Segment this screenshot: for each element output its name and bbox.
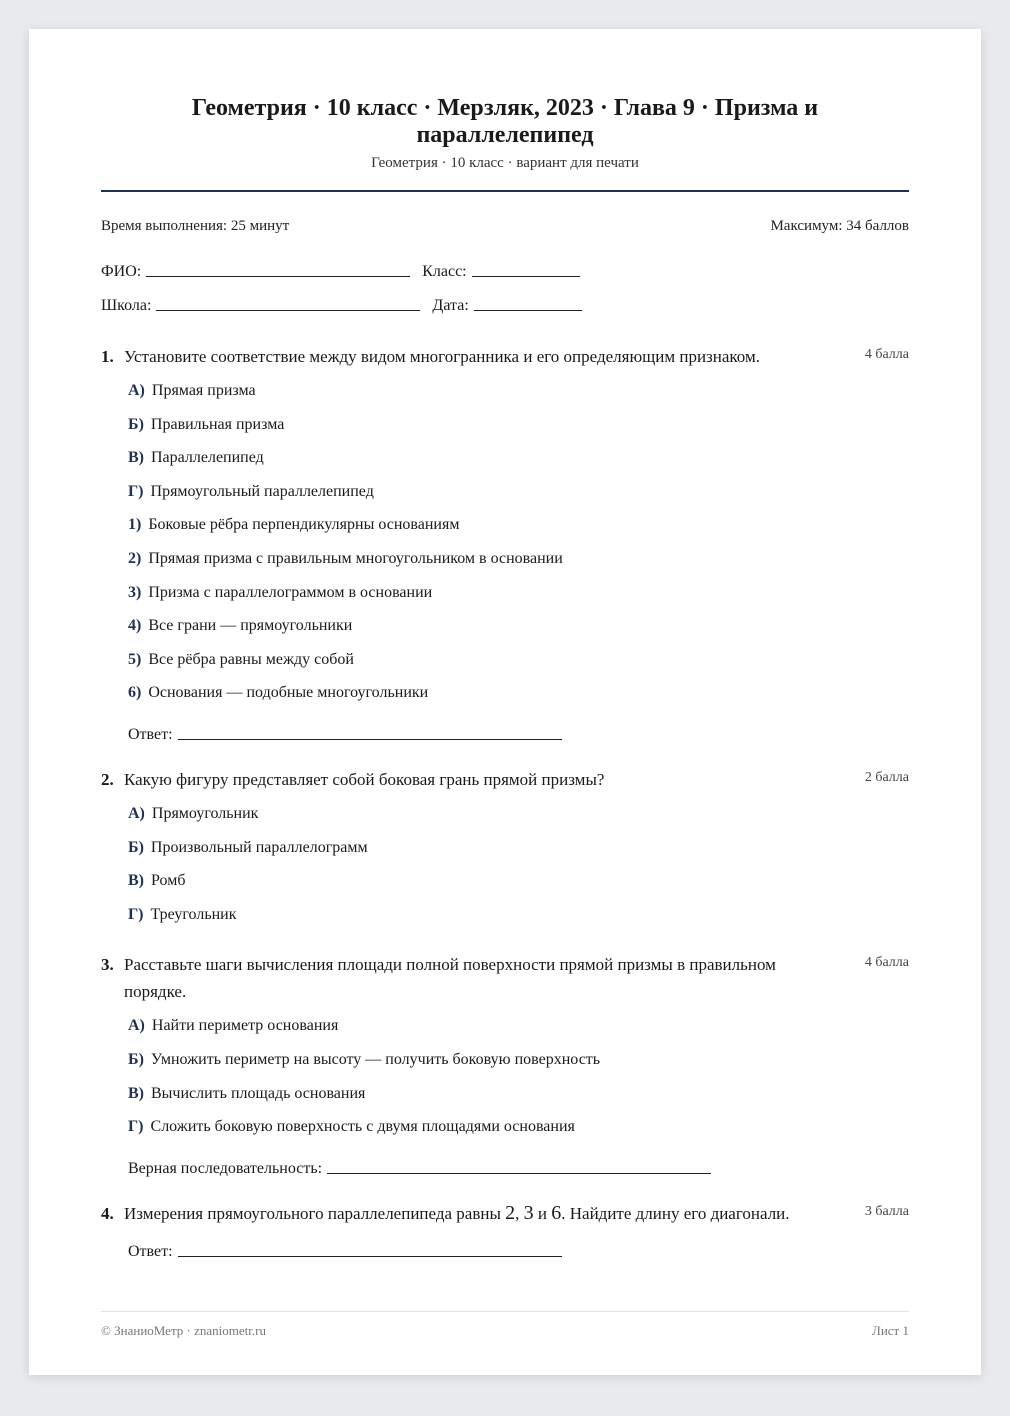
option-item[interactable] <box>128 475 909 509</box>
option-item[interactable] <box>128 676 909 710</box>
answer-label: Ответ: <box>128 725 173 743</box>
option-label: 4) <box>128 617 142 635</box>
options-list <box>128 797 909 931</box>
question-text-part: , <box>515 1203 524 1223</box>
page-content <box>101 29 909 1375</box>
option-label: 3) <box>128 583 142 601</box>
time-limit: Время выполнения: 25 минут <box>101 218 290 234</box>
fio-label: ФИО: <box>101 263 142 280</box>
school-line <box>156 309 420 311</box>
question-text <box>124 1200 909 1227</box>
class-field[interactable] <box>422 263 579 281</box>
option-text: Прямая призма <box>151 382 256 399</box>
school-field[interactable] <box>101 297 420 315</box>
option-item[interactable] <box>128 797 909 831</box>
option-text: Треугольник <box>150 905 237 923</box>
question-text: Установите соответствие между видом многогранника и его определяющим признаком. <box>124 347 760 366</box>
dimension-value: 6 <box>551 1201 562 1224</box>
answer-label: Верная последовательность: <box>128 1159 323 1177</box>
class-label: Класс: <box>422 263 467 280</box>
option-text: Прямоугольник <box>151 804 259 822</box>
question-3 <box>101 951 909 1177</box>
option-label: 5) <box>128 650 142 668</box>
answer-label: Ответ: <box>128 1242 173 1260</box>
page-subtitle: Геометрия · 10 класс · вариант для печати <box>371 155 639 171</box>
options-list <box>128 374 909 710</box>
footer-sheet-number: Лист 1 <box>872 1323 909 1338</box>
class-line <box>472 275 580 277</box>
option-label: А) <box>128 1017 145 1035</box>
option-label: Г) <box>128 1118 144 1136</box>
question-number: 3. <box>101 955 114 975</box>
option-item[interactable] <box>128 609 909 643</box>
question-text: Какую фигуру представляет собой боковая грань прямой призмы? <box>124 769 605 789</box>
option-label: А) <box>128 382 145 399</box>
option-text: Боковые рёбра перпендикулярны основаниям <box>148 516 460 534</box>
question-header <box>101 1200 909 1227</box>
question-points: 4 балла <box>864 347 909 362</box>
question-1 <box>101 343 909 744</box>
date-label: Дата: <box>432 297 469 314</box>
option-label: В) <box>128 449 144 467</box>
option-item[interactable] <box>128 542 909 576</box>
option-text: Призма с параллелограммом в основании <box>148 583 433 601</box>
option-item[interactable] <box>128 408 909 442</box>
options-list <box>128 1009 909 1143</box>
option-label: А) <box>128 804 145 822</box>
option-text: Найти периметр основания <box>151 1017 339 1035</box>
option-text: Прямоугольный параллелепипед <box>150 482 374 500</box>
option-item[interactable] <box>128 576 909 610</box>
date-field[interactable] <box>432 297 581 315</box>
option-text: Вычислить площадь основания <box>151 1084 366 1102</box>
field-row-2 <box>101 281 909 315</box>
option-item[interactable] <box>128 374 909 408</box>
school-label: Школа: <box>101 297 152 314</box>
meta-row <box>101 218 909 235</box>
option-text: Все грани — прямоугольники <box>148 617 353 635</box>
option-item[interactable] <box>128 441 909 475</box>
question-number: 2. <box>101 769 114 789</box>
date-line <box>474 309 582 311</box>
answer-line <box>178 738 562 740</box>
option-item[interactable] <box>128 1009 909 1043</box>
answer-field[interactable] <box>128 1227 909 1261</box>
fio-line <box>146 275 410 277</box>
question-text: Расставьте шаги вычисления площади полной поверхности прямой призмы в правильном порядке. <box>124 955 776 1002</box>
header-divider <box>101 190 909 192</box>
option-label: В) <box>128 1084 144 1102</box>
page-title: Геометрия · 10 класс · Мерзляк, 2023 · Глава 9 · Призма и параллелепипед <box>191 95 819 148</box>
question-header <box>101 343 909 370</box>
option-text: Правильная призма <box>150 415 285 433</box>
option-text: Основания — подобные многоугольники <box>148 684 429 702</box>
option-label: 6) <box>128 684 142 702</box>
option-text: Ромб <box>151 872 186 890</box>
question-points: 4 балла <box>864 955 909 971</box>
question-2 <box>101 766 909 931</box>
question-text-part: Измерения прямоугольного параллелепипеда равны <box>124 1203 506 1223</box>
question-points: 2 балла <box>864 769 909 785</box>
answer-line <box>178 1255 562 1257</box>
question-number: 1. <box>101 347 114 366</box>
worksheet-page <box>29 29 981 1375</box>
question-4 <box>101 1200 909 1261</box>
option-text: Все рёбра равны между собой <box>148 650 354 668</box>
option-label: 1) <box>128 516 142 534</box>
option-text: Сложить боковую поверхность с двумя площадями основания <box>150 1118 575 1136</box>
option-item[interactable] <box>128 831 909 865</box>
option-item[interactable] <box>128 864 909 898</box>
option-text: Умножить периметр на высоту — получить боковую поверхность <box>150 1050 601 1068</box>
student-fields <box>101 247 909 315</box>
option-text: Параллелепипед <box>151 449 264 467</box>
question-points: 3 балла <box>864 1203 909 1219</box>
option-label: Б) <box>128 838 144 856</box>
option-label: Б) <box>128 1050 144 1068</box>
dimension-value: 3 <box>523 1201 534 1224</box>
answer-line <box>327 1172 711 1174</box>
question-number: 4. <box>101 1203 114 1223</box>
fio-field[interactable] <box>101 263 410 281</box>
question-header <box>101 951 909 1005</box>
option-item[interactable] <box>128 508 909 542</box>
option-text: Прямая призма с правильным многоугольником в основании <box>148 549 563 567</box>
option-label: Г) <box>128 905 144 923</box>
sequence-answer-field[interactable] <box>128 1144 909 1178</box>
question-text-part: . Найдите длину его диагонали. <box>561 1203 790 1223</box>
option-item[interactable] <box>128 1043 909 1077</box>
option-text: Произвольный параллелограмм <box>150 838 368 856</box>
field-row-1 <box>101 247 909 281</box>
option-label: В) <box>128 872 144 890</box>
footer-copyright: © ЗнаниоМетр · znaniometr.ru <box>101 1323 266 1338</box>
answer-field[interactable] <box>128 710 909 744</box>
option-label: Г) <box>128 482 144 500</box>
option-label: 2) <box>128 549 142 567</box>
option-item[interactable] <box>128 1077 909 1111</box>
page-footer <box>101 1311 909 1339</box>
option-label: Б) <box>128 415 144 433</box>
max-score: Максимум: 34 баллов <box>770 218 909 234</box>
dimension-value: 2 <box>505 1201 516 1224</box>
question-header <box>101 766 909 793</box>
option-item[interactable] <box>128 1110 909 1144</box>
question-text-part: и <box>533 1203 552 1223</box>
option-item[interactable] <box>128 643 909 677</box>
option-item[interactable] <box>128 898 909 932</box>
